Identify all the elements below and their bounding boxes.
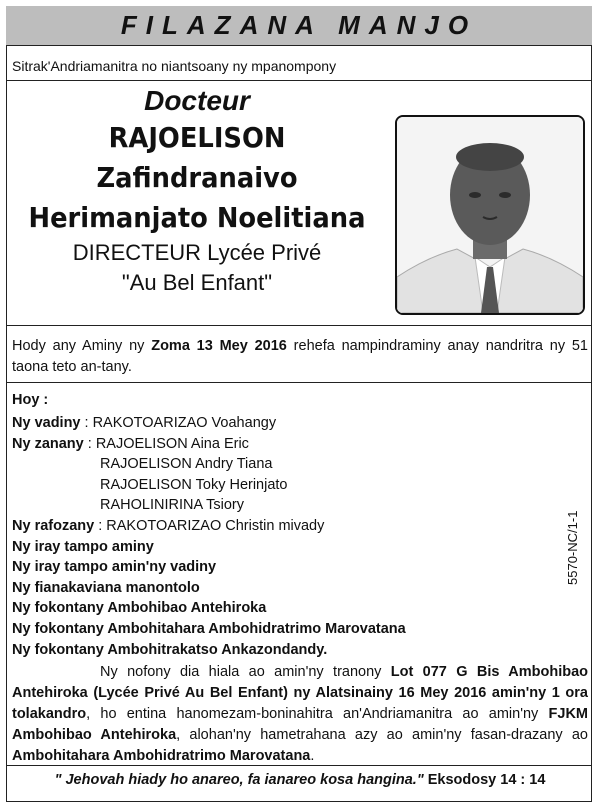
bible-verse (12, 772, 588, 788)
announcement-suffix: rehefa nampindraminy anay nandritra ny 51 taona teto an-tany. (12, 338, 588, 375)
child-row: RAJOELISON Andry Tiana (100, 456, 273, 473)
divider-middle (6, 325, 592, 326)
announcement-date: Zoma 13 Mey 2016 (151, 338, 287, 354)
deceased-role-line2: "Au Bel Enfant" (121, 270, 273, 295)
in-laws-label: Ny rafozany (12, 517, 95, 534)
children-row (12, 434, 572, 455)
mourner-row: Ny iray tampo aminy (12, 538, 154, 555)
spouse-name: : RAKOTOARIZAO Voahangy (84, 415, 277, 431)
funeral-text: , ho entina hanomezam-boninahitra an'Andriamanitra ao amin'ny (86, 706, 539, 722)
condolence-line: Sitrak'Andriamanitra no niantsoany ny mpanompony (12, 58, 337, 74)
in-laws-row (12, 516, 572, 537)
verse-source: Eksodosy 14 : 14 (427, 772, 546, 788)
deceased-name-line2: Zafindranaivo (96, 161, 298, 194)
child-row: RAHOLINIRINA Tsiory (100, 497, 244, 514)
divider-bottom (6, 765, 592, 766)
mourner-row: Ny fokontany Ambohibao Antehiroka (12, 600, 267, 617)
child-row: RAJOELISON Toky Herinjato (100, 476, 288, 493)
child-name: : RAJOELISON Aina Eric (87, 435, 249, 452)
in-laws-name: : RAKOTOARIZAO Christin mivady (98, 517, 325, 534)
divider-lower (6, 382, 592, 383)
hoy-label: Hoy : (12, 392, 49, 408)
mourner-row: Ny fokontany Ambohitahara Ambohidratrimo Marovatana (12, 620, 406, 637)
children-label: Ny zanany (12, 435, 84, 452)
spouse-label: Ny vadiny (12, 415, 81, 431)
verse-text: " Jehovah hiady ho anareo, fa ianareo kosa hangina." (54, 772, 424, 788)
portrait-illustration (397, 117, 583, 313)
deceased-title: Docteur (144, 85, 250, 116)
funeral-paragraph (12, 662, 588, 767)
funeral-burial-place: Ambohitahara Ambohidratrimo Marovatana (12, 748, 311, 764)
deceased-name-block (12, 84, 382, 298)
deceased-name-line3: Herimanjato Noelitiana (28, 201, 366, 234)
notice-title: FILAZANA MANJO (120, 10, 478, 40)
reference-code: 5570-NC/1-1 (565, 510, 580, 585)
funeral-text: Ny nofony dia hiala ao amin'ny tranony (100, 664, 382, 680)
funeral-text: , alohan'ny hametrahana azy ao amin'ny fasan-drazany ao (176, 727, 588, 743)
deceased-name-line1: RAJOELISON (108, 121, 286, 154)
family-list (12, 413, 572, 660)
deceased-portrait (395, 115, 585, 315)
deceased-role-line1: DIRECTEUR Lycée Privé (72, 240, 322, 265)
spouse-row (12, 413, 572, 434)
announcement-paragraph (12, 336, 588, 378)
divider-top (6, 80, 592, 81)
funeral-church: FJKM Ambohibao Antehiroka (12, 706, 589, 743)
mourner-row: Ny fokontany Ambohitrakatso Ankazondandy. (12, 641, 328, 658)
funeral-text: . (310, 748, 315, 764)
announcement-prefix: Hody any Aminy ny (12, 338, 145, 354)
mourner-row: Ny iray tampo amin'ny vadiny (12, 559, 217, 576)
funeral-address: Lot 077 G Bis Ambohibao Antehiroka (Lycée Privé Au Bel Enfant) ny Alatsinainy 16 Mey 2016 amin'ny 1 ora tolakandro (12, 664, 589, 722)
mourner-row: Ny fianakaviana manontolo (12, 579, 200, 596)
notice-header (6, 6, 592, 46)
